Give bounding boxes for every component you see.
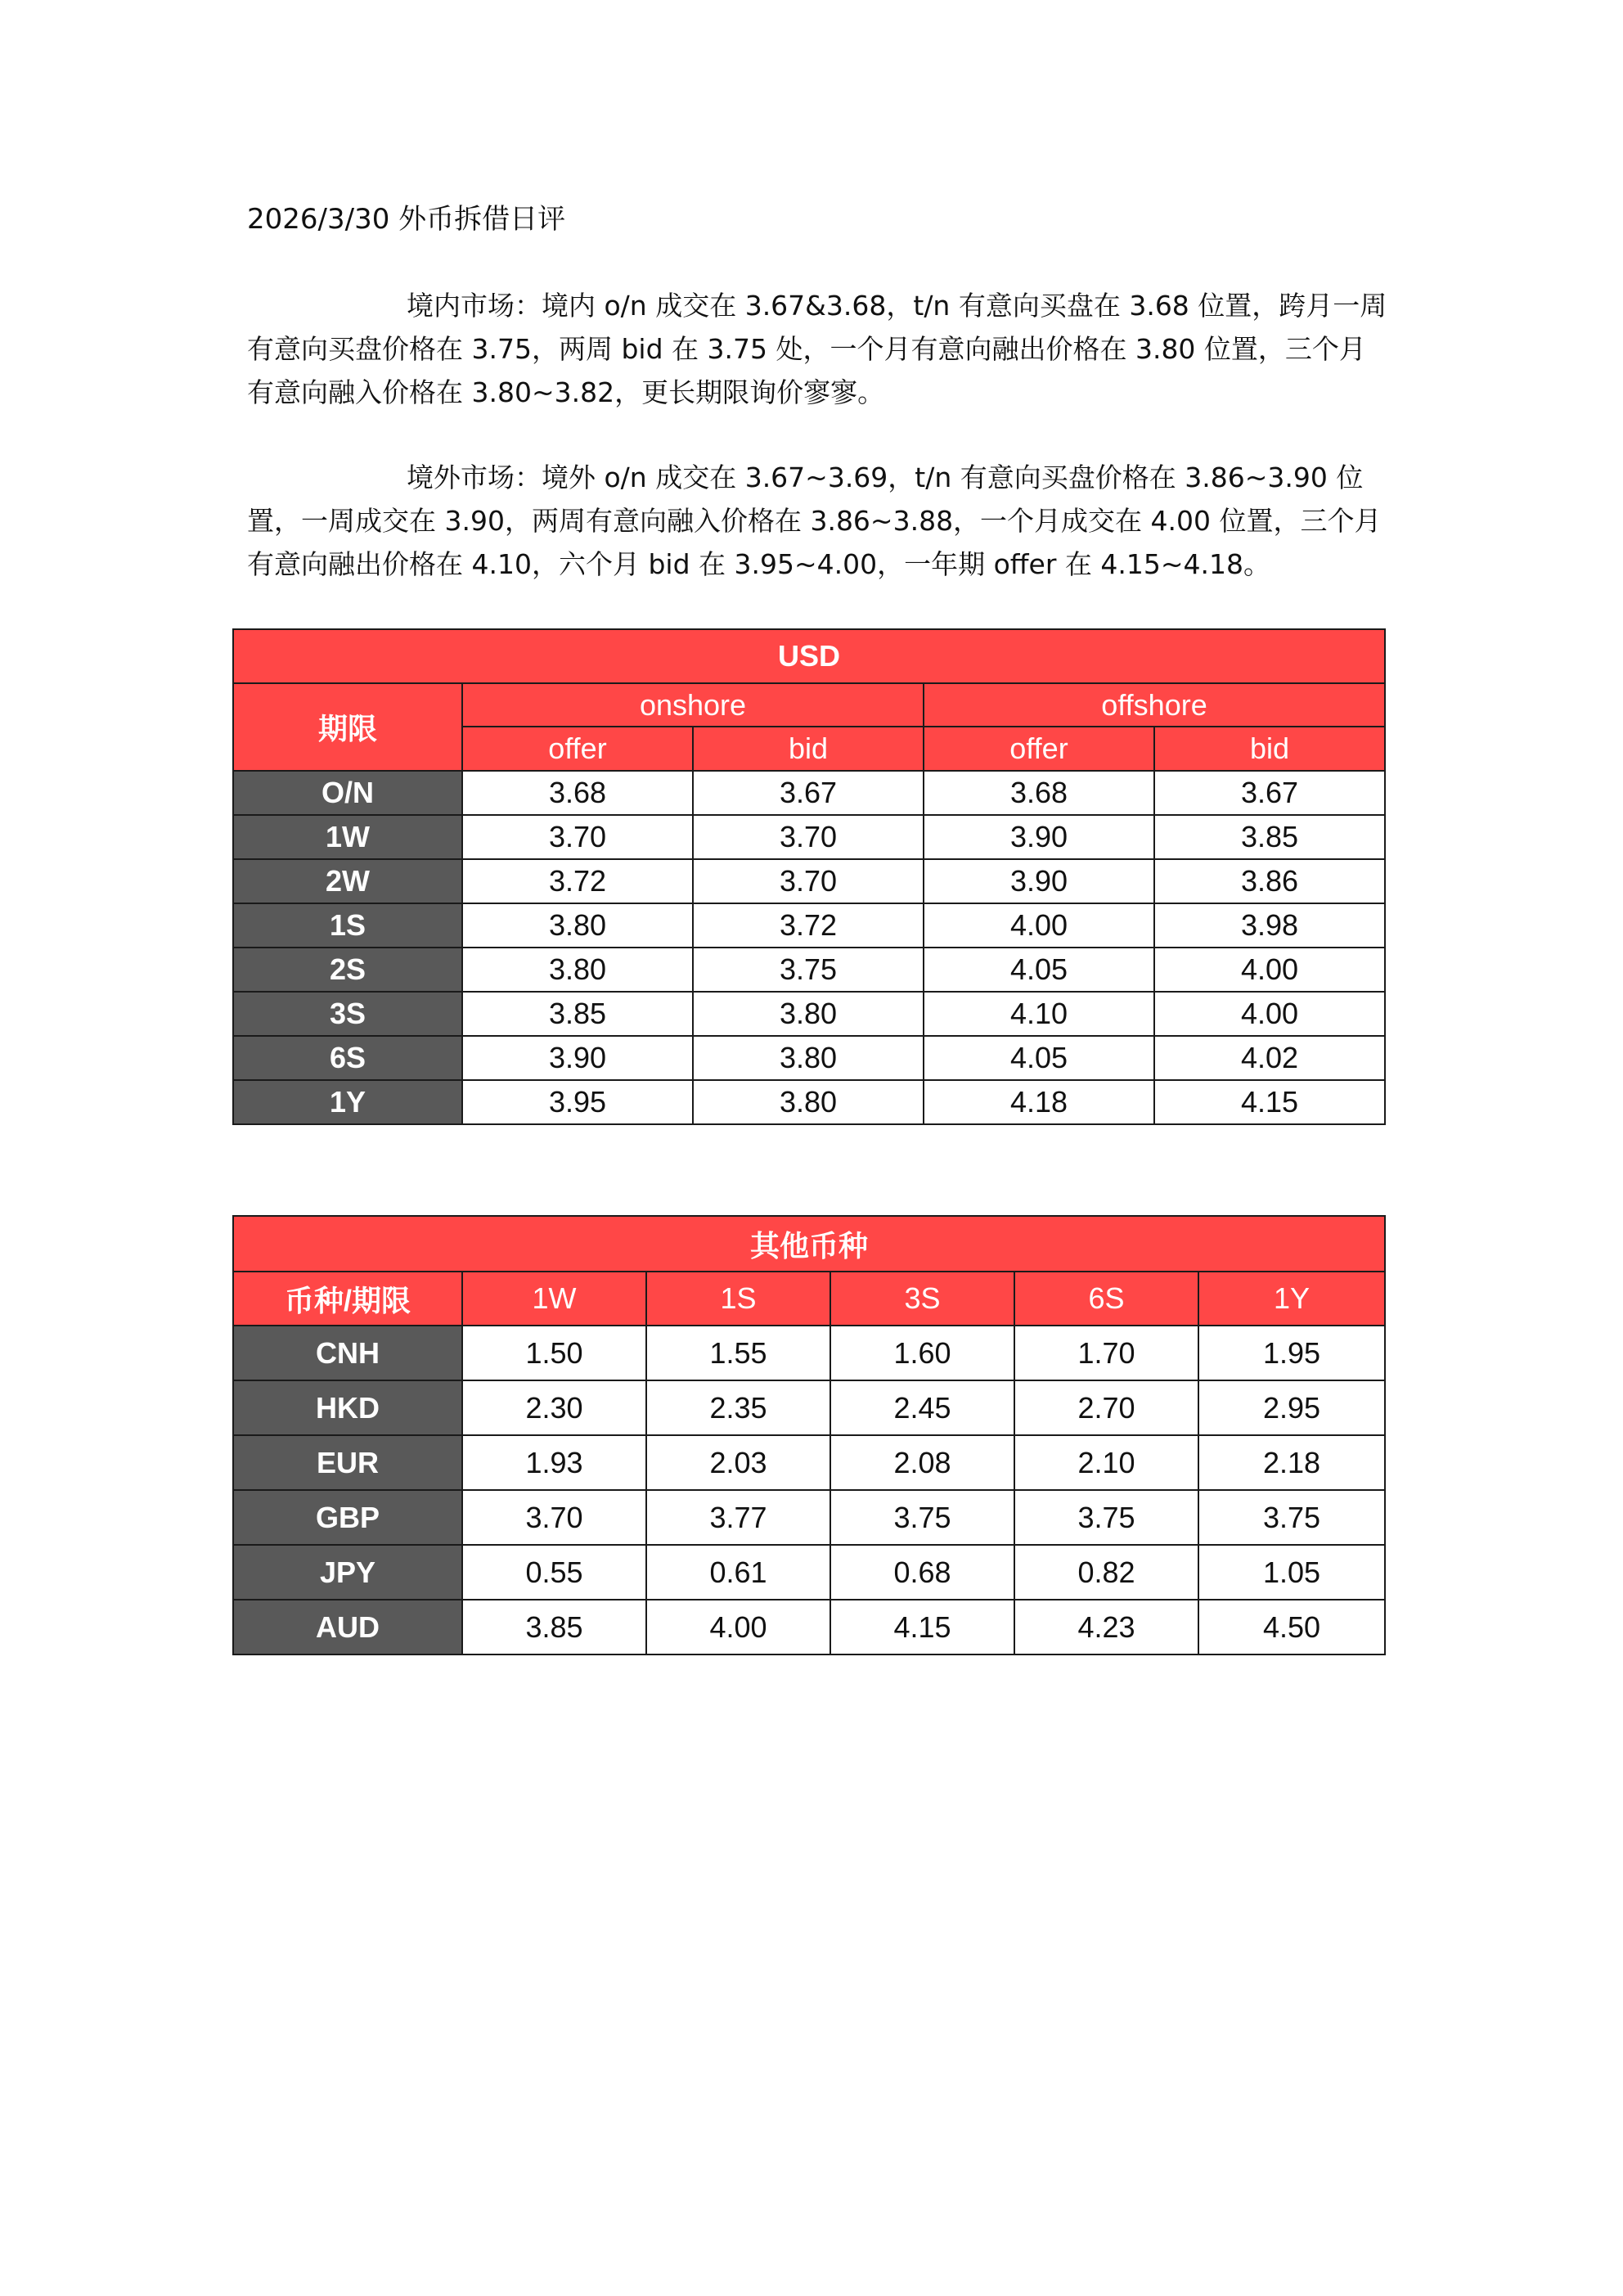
usd-table-row [233, 1080, 1385, 1124]
rate-cell: 3.90 [924, 815, 1154, 859]
rate-cell: 3.98 [1154, 903, 1385, 948]
rate-cell: 2.08 [830, 1435, 1014, 1490]
rate-cell: 1.93 [462, 1435, 646, 1490]
rate-cell: 4.10 [924, 992, 1154, 1036]
rate-cell: 4.23 [1014, 1600, 1198, 1654]
rate-cell: 4.15 [1154, 1080, 1385, 1124]
term-header: 期限 [233, 683, 462, 771]
rate-cell: 3.67 [693, 771, 924, 815]
other-currency-table [232, 1215, 1386, 1655]
term-cell: 3S [233, 992, 462, 1036]
rate-cell: 0.82 [1014, 1545, 1198, 1600]
onshore-offer-header: offer [462, 727, 693, 771]
rate-cell: 3.77 [646, 1490, 830, 1545]
rate-cell: 3.86 [1154, 859, 1385, 903]
rate-cell: 3.90 [924, 859, 1154, 903]
currency-table-row [233, 1600, 1385, 1654]
term-cell: 1Y [233, 1080, 462, 1124]
rate-cell: 4.50 [1198, 1600, 1385, 1654]
rate-cell: 4.00 [646, 1600, 830, 1654]
rate-cell: 3.68 [462, 771, 693, 815]
offshore-market-paragraph: 境外市场：境外 o/n 成交在 3.67~3.69，t/n 有意向买盘价格在 3.86~3.90 位置，一周成交在 3.90，两周有意向融入价格在 3.86~3.88，一个月成交在 4.00 位置，三个月有意向融出价格在 4.10，六个月 bid 在 3.95~4.00，一年期 offer 在 4.15~4.18。 [247, 461, 1382, 580]
rate-cell: 2.30 [462, 1380, 646, 1435]
currency-cell: JPY [233, 1545, 462, 1600]
rate-cell: 2.70 [1014, 1380, 1198, 1435]
usd-table-row [233, 771, 1385, 815]
currency-table-row [233, 1380, 1385, 1435]
rate-cell: 0.68 [830, 1545, 1014, 1600]
usd-table-row [233, 903, 1385, 948]
currency-cell: GBP [233, 1490, 462, 1545]
onshore-market-paragraph: 境内市场：境内 o/n 成交在 3.67&3.68，t/n 有意向买盘在 3.68 位置，跨月一周有意向买盘价格在 3.75，两周 bid 在 3.75 处，一个月有意向融出价格在 3.80 位置，三个月有意向融入价格在 3.80~3.82，更长期限询价寥寥。 [247, 290, 1387, 408]
rate-cell: 4.15 [830, 1600, 1014, 1654]
rate-cell: 3.75 [830, 1490, 1014, 1545]
usd-table-row [233, 948, 1385, 992]
term-cell: 1W [233, 815, 462, 859]
rate-cell: 3.95 [462, 1080, 693, 1124]
rate-cell: 4.05 [924, 1036, 1154, 1080]
rate-cell: 1.95 [1198, 1326, 1385, 1380]
onshore-bid-header: bid [693, 727, 924, 771]
usd-table-row [233, 992, 1385, 1036]
rate-cell: 0.55 [462, 1545, 646, 1600]
rate-cell: 3.67 [1154, 771, 1385, 815]
rate-cell: 4.05 [924, 948, 1154, 992]
rate-cell: 1.50 [462, 1326, 646, 1380]
rate-cell: 3.80 [693, 1036, 924, 1080]
rate-cell: 3.70 [462, 815, 693, 859]
offshore-group-header: offshore [924, 683, 1385, 727]
onshore-group-header: onshore [462, 683, 924, 727]
rate-cell: 3.90 [462, 1036, 693, 1080]
rate-cell: 3.80 [462, 948, 693, 992]
offshore-offer-header: offer [924, 727, 1154, 771]
rate-cell: 3.72 [693, 903, 924, 948]
rate-cell: 2.03 [646, 1435, 830, 1490]
currency-table-row [233, 1490, 1385, 1545]
currency-cell: CNH [233, 1326, 462, 1380]
currency-cell: AUD [233, 1600, 462, 1654]
term-cell: 1S [233, 903, 462, 948]
usd-rate-table [232, 628, 1386, 1125]
report-title: 2026/3/30 外币拆借日评 [247, 203, 566, 236]
other-table-title: 其他币种 [233, 1216, 1385, 1272]
rate-cell: 1.70 [1014, 1326, 1198, 1380]
rate-cell: 2.45 [830, 1380, 1014, 1435]
column-header: 6S [1014, 1272, 1198, 1326]
rate-cell: 4.00 [1154, 948, 1385, 992]
rate-cell: 3.72 [462, 859, 693, 903]
usd-table-row [233, 1036, 1385, 1080]
currency-term-header: 币种/期限 [233, 1272, 462, 1326]
usd-table-title: USD [233, 629, 1385, 683]
rate-cell: 4.00 [1154, 992, 1385, 1036]
rate-cell: 4.02 [1154, 1036, 1385, 1080]
column-header: 3S [830, 1272, 1014, 1326]
rate-cell: 3.75 [693, 948, 924, 992]
term-cell: 6S [233, 1036, 462, 1080]
term-cell: 2S [233, 948, 462, 992]
currency-table-row [233, 1545, 1385, 1600]
rate-cell: 0.61 [646, 1545, 830, 1600]
rate-cell: 2.18 [1198, 1435, 1385, 1490]
usd-table-row [233, 859, 1385, 903]
rate-cell: 3.70 [693, 859, 924, 903]
currency-table-row [233, 1326, 1385, 1380]
term-cell: O/N [233, 771, 462, 815]
rate-cell: 3.70 [693, 815, 924, 859]
term-cell: 2W [233, 859, 462, 903]
currency-cell: EUR [233, 1435, 462, 1490]
rate-cell: 3.68 [924, 771, 1154, 815]
rate-cell: 2.95 [1198, 1380, 1385, 1435]
column-header: 1Y [1198, 1272, 1385, 1326]
rate-cell: 3.80 [462, 903, 693, 948]
rate-cell: 4.18 [924, 1080, 1154, 1124]
rate-cell: 3.75 [1198, 1490, 1385, 1545]
rate-cell: 2.10 [1014, 1435, 1198, 1490]
rate-cell: 1.05 [1198, 1545, 1385, 1600]
rate-cell: 3.85 [462, 992, 693, 1036]
rate-cell: 3.70 [462, 1490, 646, 1545]
currency-cell: HKD [233, 1380, 462, 1435]
currency-table-row [233, 1435, 1385, 1490]
rate-cell: 3.85 [1154, 815, 1385, 859]
rate-cell: 3.80 [693, 1080, 924, 1124]
rate-cell: 2.35 [646, 1380, 830, 1435]
offshore-bid-header: bid [1154, 727, 1385, 771]
rate-cell: 3.80 [693, 992, 924, 1036]
usd-table-row [233, 815, 1385, 859]
column-header: 1W [462, 1272, 646, 1326]
rate-cell: 3.75 [1014, 1490, 1198, 1545]
rate-cell: 3.85 [462, 1600, 646, 1654]
column-header: 1S [646, 1272, 830, 1326]
rate-cell: 1.55 [646, 1326, 830, 1380]
rate-cell: 4.00 [924, 903, 1154, 948]
rate-cell: 1.60 [830, 1326, 1014, 1380]
